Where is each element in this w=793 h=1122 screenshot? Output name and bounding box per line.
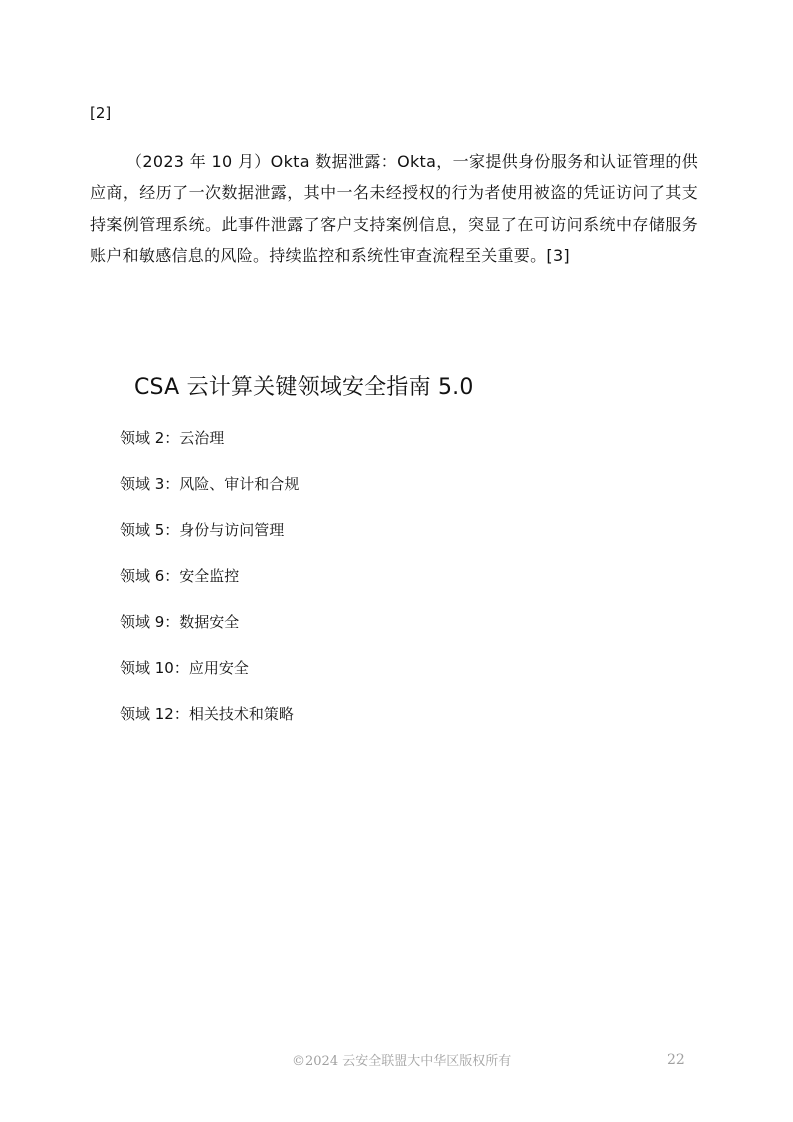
domain-list	[120, 426, 299, 748]
section-title: CSA 云计算关键领域安全指南 5.0	[134, 375, 474, 400]
list-item: 领域 9：数据安全	[120, 613, 240, 631]
page-number: 22	[667, 1052, 685, 1068]
list-item: 领域 2：云治理	[120, 429, 225, 447]
footer-copyright: ©2024 云安全联盟大中华区版权所有	[292, 1054, 512, 1069]
list-item: 领域 10：应用安全	[120, 659, 249, 677]
list-item: 领域 6：安全监控	[120, 567, 240, 585]
list-item: 领域 12：相关技术和策略	[120, 705, 294, 723]
body-paragraph: （2023 年 10 月）Okta 数据泄露：Okta，一家提供身份服务和认证管理的供应商，经历了一次数据泄露，其中一名未经授权的行为者使用被盗的凭证访问了其支持案例管理系统。此事件泄露了客户支持案例信息，突显了在可访问系统中存储服务账户和敏感信息的风险。持续监控和系统性审查流程至关重要。[3]	[90, 152, 698, 266]
list-item: 领域 5：身份与访问管理	[120, 521, 285, 539]
list-item: 领域 3：风险、审计和合规	[120, 475, 300, 493]
reference-marker: [2]	[90, 104, 112, 122]
